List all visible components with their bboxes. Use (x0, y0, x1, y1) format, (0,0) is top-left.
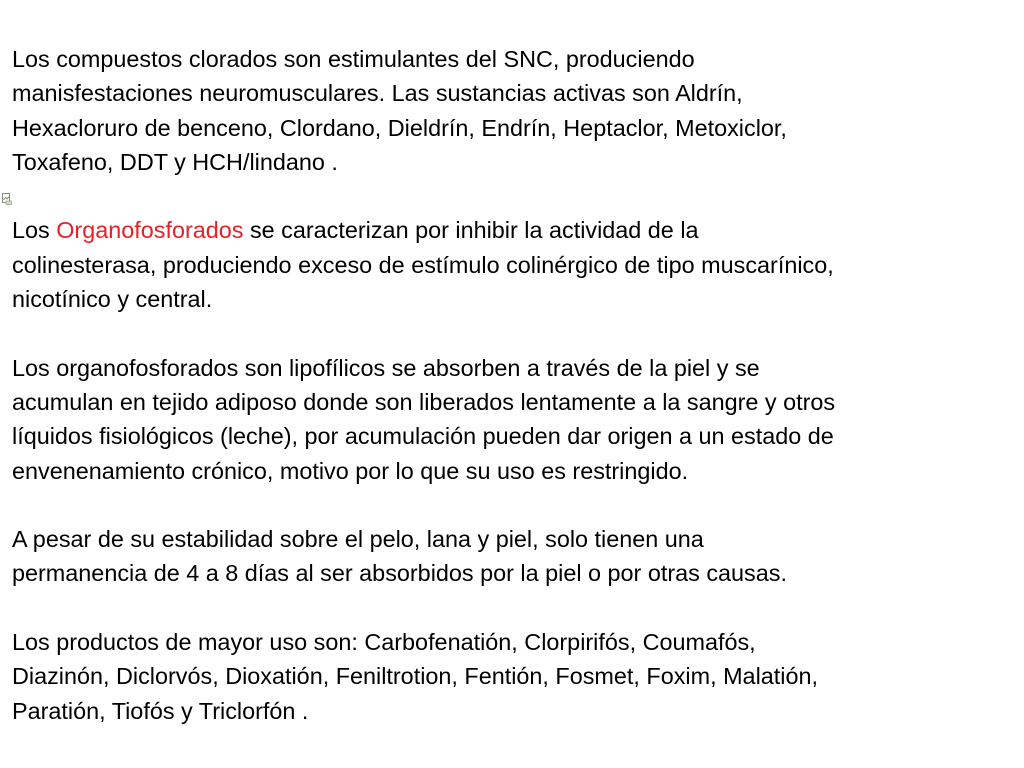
paragraph-lipophilic: Los organofosforados son lipofílicos se absorben a través de la piel y se acumulan en tejido adiposo donde son liberados lentamente a la sangre y otros líquidos fisiológicos (leche), por acumulación pueden dar origen a un estado de envenenamiento crónico, motivo por lo que su uso es restringido. (12, 354, 836, 484)
paragraph-spacer (12, 591, 1017, 625)
highlight-organofosforados: Organofosforados (56, 217, 244, 244)
broken-image-icon (2, 193, 12, 205)
paragraph-spacer (12, 316, 1017, 350)
paragraph-stability: A pesar de su estabilidad sobre el pelo, lana y piel, solo tienen una permanencia de 4 a 8 días al ser absorbidos por la piel o por otras causas. (12, 526, 787, 587)
slide-body (12, 42, 1017, 728)
paragraph-organophosphates-intro (12, 213, 1017, 316)
paragraph-lead: Los (12, 217, 57, 244)
paragraph-rest: se caracterizan por inhibir la actividad de la colinesterasa, produciendo exceso de estímulo colinérgico de tipo muscarínico, nicotínico y central. (12, 217, 834, 313)
paragraph-spacer (12, 179, 1017, 213)
paragraph-chlorinated-compounds: Los compuestos clorados son estimulantes del SNC, produciendo manisfestaciones neuromusculares. Las sustancias activas son Aldrín, Hexacloruro de benceno, Clordano, Dieldrín, Endrín, Heptaclor, Metoxiclor, Toxafeno, DDT y HCH/lindano . (12, 46, 787, 175)
paragraph-spacer (12, 488, 1017, 522)
paragraph-products: Los productos de mayor uso son: Carbofenatión, Clorpirifós, Coumafós, Diazinón, Diclorvós, Dioxatión, Feniltrotion, Fentión, Fosmet, Foxim, Malatión, Paratión, Tiofós y Triclorfón . (12, 629, 818, 724)
